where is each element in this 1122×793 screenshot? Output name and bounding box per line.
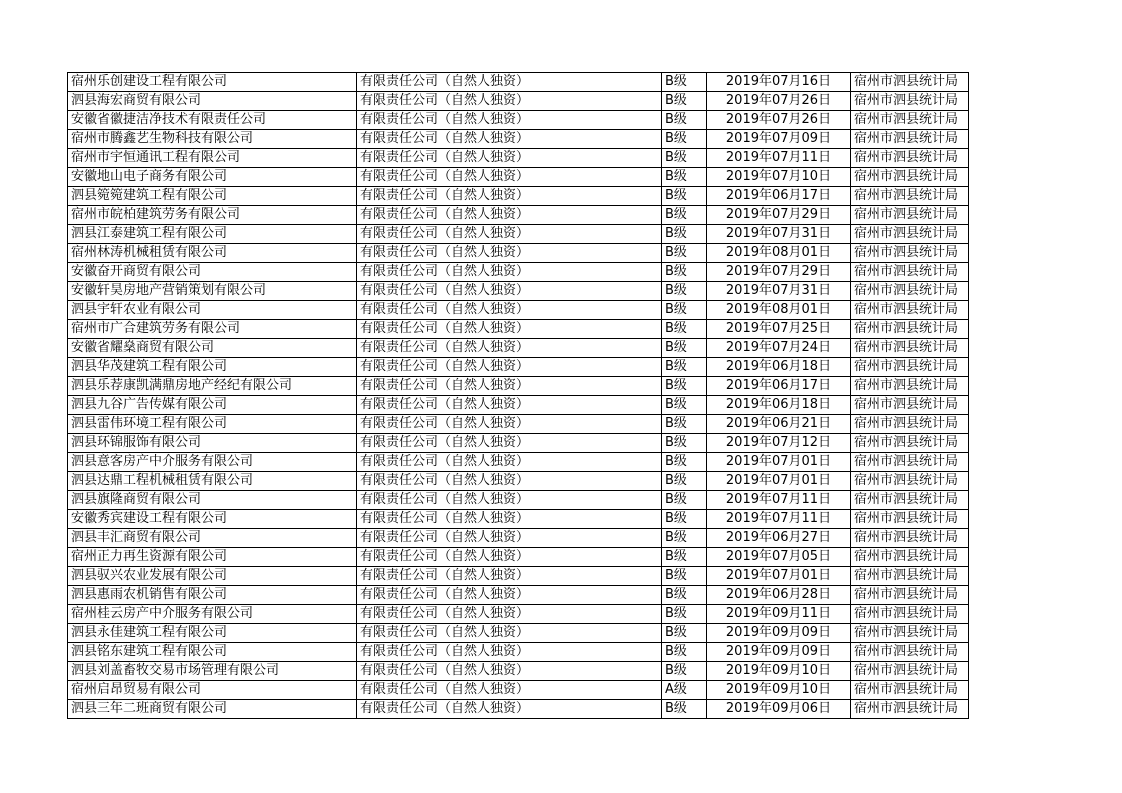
date-cell: 2019年06月18日 xyxy=(707,358,851,377)
date-cell: 2019年06月17日 xyxy=(707,377,851,396)
company-name-cell: 泗县环锦服饰有限公司 xyxy=(68,434,357,453)
company-type-cell: 有限责任公司（自然人独资） xyxy=(357,358,662,377)
table-row xyxy=(68,586,969,605)
company-type-cell: 有限责任公司（自然人独资） xyxy=(357,282,662,301)
date-cell: 2019年09月10日 xyxy=(707,681,851,700)
company-type-cell: 有限责任公司（自然人独资） xyxy=(357,339,662,358)
authority-cell: 宿州市泗县统计局 xyxy=(851,244,969,263)
credit-grade-cell: B级 xyxy=(662,73,707,92)
credit-grade-cell: B级 xyxy=(662,111,707,130)
authority-cell: 宿州市泗县统计局 xyxy=(851,111,969,130)
date-cell: 2019年07月01日 xyxy=(707,453,851,472)
credit-grade-cell: B级 xyxy=(662,662,707,681)
company-type-cell: 有限责任公司（自然人独资） xyxy=(357,453,662,472)
company-name-cell: 宿州市宇恒通讯工程有限公司 xyxy=(68,149,357,168)
table-row xyxy=(68,301,969,320)
date-cell: 2019年07月26日 xyxy=(707,92,851,111)
company-name-cell: 泗县刘盖畜牧交易市场管理有限公司 xyxy=(68,662,357,681)
company-name-cell: 宿州市皖柏建筑劳务有限公司 xyxy=(68,206,357,225)
credit-grade-cell: B级 xyxy=(662,149,707,168)
company-name-cell: 宿州正力再生资源有限公司 xyxy=(68,548,357,567)
company-name-cell: 安徽省耀燊商贸有限公司 xyxy=(68,339,357,358)
table-row xyxy=(68,225,969,244)
company-type-cell: 有限责任公司（自然人独资） xyxy=(357,681,662,700)
company-name-cell: 宿州启昂贸易有限公司 xyxy=(68,681,357,700)
company-name-cell: 泗县九谷广告传媒有限公司 xyxy=(68,396,357,415)
company-name-cell: 泗县旗隆商贸有限公司 xyxy=(68,491,357,510)
date-cell: 2019年06月21日 xyxy=(707,415,851,434)
company-name-cell: 宿州林涛机械租赁有限公司 xyxy=(68,244,357,263)
company-name-cell: 泗县海宏商贸有限公司 xyxy=(68,92,357,111)
date-cell: 2019年07月31日 xyxy=(707,225,851,244)
authority-cell: 宿州市泗县统计局 xyxy=(851,396,969,415)
credit-grade-cell: B级 xyxy=(662,567,707,586)
credit-grade-cell: B级 xyxy=(662,700,707,719)
company-type-cell: 有限责任公司（自然人独资） xyxy=(357,643,662,662)
table-row xyxy=(68,282,969,301)
credit-grade-cell: B级 xyxy=(662,320,707,339)
table-row xyxy=(68,244,969,263)
credit-grade-cell: B级 xyxy=(662,453,707,472)
table-row xyxy=(68,320,969,339)
company-type-cell: 有限责任公司（自然人独资） xyxy=(357,149,662,168)
company-name-cell: 泗县铭东建筑工程有限公司 xyxy=(68,643,357,662)
company-name-cell: 泗县意客房产中介服务有限公司 xyxy=(68,453,357,472)
authority-cell: 宿州市泗县统计局 xyxy=(851,472,969,491)
date-cell: 2019年07月24日 xyxy=(707,339,851,358)
company-name-cell: 泗县三年二班商贸有限公司 xyxy=(68,700,357,719)
company-type-cell: 有限责任公司（自然人独资） xyxy=(357,225,662,244)
company-type-cell: 有限责任公司（自然人独资） xyxy=(357,111,662,130)
authority-cell: 宿州市泗县统计局 xyxy=(851,149,969,168)
authority-cell: 宿州市泗县统计局 xyxy=(851,282,969,301)
credit-grade-cell: B级 xyxy=(662,415,707,434)
date-cell: 2019年09月11日 xyxy=(707,605,851,624)
company-name-cell: 安徽奋开商贸有限公司 xyxy=(68,263,357,282)
authority-cell: 宿州市泗县统计局 xyxy=(851,73,969,92)
credit-grade-cell: B级 xyxy=(662,377,707,396)
company-type-cell: 有限责任公司（自然人独资） xyxy=(357,415,662,434)
table-row xyxy=(68,548,969,567)
table-row xyxy=(68,149,969,168)
authority-cell: 宿州市泗县统计局 xyxy=(851,225,969,244)
table-row xyxy=(68,111,969,130)
credit-grade-cell: B级 xyxy=(662,187,707,206)
company-type-cell: 有限责任公司（自然人独资） xyxy=(357,73,662,92)
authority-cell: 宿州市泗县统计局 xyxy=(851,605,969,624)
authority-cell: 宿州市泗县统计局 xyxy=(851,491,969,510)
authority-cell: 宿州市泗县统计局 xyxy=(851,377,969,396)
company-type-cell: 有限责任公司（自然人独资） xyxy=(357,586,662,605)
table-row xyxy=(68,358,969,377)
date-cell: 2019年07月16日 xyxy=(707,73,851,92)
company-type-cell: 有限责任公司（自然人独资） xyxy=(357,130,662,149)
credit-grade-cell: B级 xyxy=(662,586,707,605)
authority-cell: 宿州市泗县统计局 xyxy=(851,358,969,377)
credit-grade-cell: B级 xyxy=(662,92,707,111)
company-type-cell: 有限责任公司（自然人独资） xyxy=(357,529,662,548)
credit-grade-cell: B级 xyxy=(662,301,707,320)
authority-cell: 宿州市泗县统计局 xyxy=(851,320,969,339)
date-cell: 2019年07月01日 xyxy=(707,472,851,491)
credit-grade-cell: B级 xyxy=(662,206,707,225)
company-type-cell: 有限责任公司（自然人独资） xyxy=(357,206,662,225)
date-cell: 2019年07月09日 xyxy=(707,130,851,149)
authority-cell: 宿州市泗县统计局 xyxy=(851,263,969,282)
company-name-cell: 泗县雷伟环境工程有限公司 xyxy=(68,415,357,434)
authority-cell: 宿州市泗县统计局 xyxy=(851,301,969,320)
date-cell: 2019年07月31日 xyxy=(707,282,851,301)
credit-grade-cell: B级 xyxy=(662,358,707,377)
credit-grade-cell: B级 xyxy=(662,339,707,358)
table-row xyxy=(68,168,969,187)
table-row xyxy=(68,263,969,282)
credit-grade-cell: B级 xyxy=(662,282,707,301)
table-row xyxy=(68,700,969,719)
company-type-cell: 有限责任公司（自然人独资） xyxy=(357,187,662,206)
company-name-cell: 泗县驭兴农业发展有限公司 xyxy=(68,567,357,586)
company-type-cell: 有限责任公司（自然人独资） xyxy=(357,491,662,510)
authority-cell: 宿州市泗县统计局 xyxy=(851,453,969,472)
company-type-cell: 有限责任公司（自然人独资） xyxy=(357,662,662,681)
company-name-cell: 安徽地山电子商务有限公司 xyxy=(68,168,357,187)
date-cell: 2019年07月12日 xyxy=(707,434,851,453)
date-cell: 2019年09月06日 xyxy=(707,700,851,719)
authority-cell: 宿州市泗县统计局 xyxy=(851,187,969,206)
table-row xyxy=(68,434,969,453)
company-name-cell: 泗县华茂建筑工程有限公司 xyxy=(68,358,357,377)
authority-cell: 宿州市泗县统计局 xyxy=(851,130,969,149)
date-cell: 2019年07月25日 xyxy=(707,320,851,339)
authority-cell: 宿州市泗县统计局 xyxy=(851,415,969,434)
authority-cell: 宿州市泗县统计局 xyxy=(851,92,969,111)
table-row xyxy=(68,206,969,225)
company-type-cell: 有限责任公司（自然人独资） xyxy=(357,396,662,415)
credit-grade-cell: B级 xyxy=(662,472,707,491)
table-row xyxy=(68,130,969,149)
credit-grade-cell: B级 xyxy=(662,168,707,187)
date-cell: 2019年06月27日 xyxy=(707,529,851,548)
authority-cell: 宿州市泗县统计局 xyxy=(851,681,969,700)
credit-grade-cell: B级 xyxy=(662,510,707,529)
credit-grade-cell: B级 xyxy=(662,605,707,624)
table-row xyxy=(68,624,969,643)
company-name-cell: 宿州市广合建筑劳务有限公司 xyxy=(68,320,357,339)
authority-cell: 宿州市泗县统计局 xyxy=(851,510,969,529)
authority-cell: 宿州市泗县统计局 xyxy=(851,567,969,586)
table-row xyxy=(68,339,969,358)
company-table xyxy=(67,72,969,719)
date-cell: 2019年06月28日 xyxy=(707,586,851,605)
authority-cell: 宿州市泗县统计局 xyxy=(851,206,969,225)
company-name-cell: 宿州市腾鑫艺生物科技有限公司 xyxy=(68,130,357,149)
date-cell: 2019年09月09日 xyxy=(707,643,851,662)
table-row xyxy=(68,415,969,434)
credit-grade-cell: B级 xyxy=(662,244,707,263)
table-row xyxy=(68,73,969,92)
company-type-cell: 有限责任公司（自然人独资） xyxy=(357,624,662,643)
company-name-cell: 泗县达鼎工程机械租赁有限公司 xyxy=(68,472,357,491)
table-row xyxy=(68,681,969,700)
table-row xyxy=(68,605,969,624)
date-cell: 2019年07月26日 xyxy=(707,111,851,130)
date-cell: 2019年07月29日 xyxy=(707,206,851,225)
company-type-cell: 有限责任公司（自然人独资） xyxy=(357,510,662,529)
company-name-cell: 安徽省徽捷洁净技术有限责任公司 xyxy=(68,111,357,130)
authority-cell: 宿州市泗县统计局 xyxy=(851,529,969,548)
table-row xyxy=(68,529,969,548)
table-row xyxy=(68,396,969,415)
credit-grade-cell: B级 xyxy=(662,491,707,510)
table-row xyxy=(68,92,969,111)
authority-cell: 宿州市泗县统计局 xyxy=(851,624,969,643)
company-type-cell: 有限责任公司（自然人独资） xyxy=(357,567,662,586)
credit-grade-cell: B级 xyxy=(662,548,707,567)
date-cell: 2019年08月01日 xyxy=(707,244,851,263)
date-cell: 2019年07月10日 xyxy=(707,168,851,187)
company-name-cell: 泗县惠雨农机销售有限公司 xyxy=(68,586,357,605)
company-name-cell: 泗县江泰建筑工程有限公司 xyxy=(68,225,357,244)
date-cell: 2019年07月11日 xyxy=(707,491,851,510)
authority-cell: 宿州市泗县统计局 xyxy=(851,586,969,605)
authority-cell: 宿州市泗县统计局 xyxy=(851,662,969,681)
company-type-cell: 有限责任公司（自然人独资） xyxy=(357,377,662,396)
authority-cell: 宿州市泗县统计局 xyxy=(851,548,969,567)
date-cell: 2019年06月17日 xyxy=(707,187,851,206)
table-row xyxy=(68,510,969,529)
credit-grade-cell: B级 xyxy=(662,263,707,282)
company-type-cell: 有限责任公司（自然人独资） xyxy=(357,434,662,453)
company-name-cell: 泗县箢箢建筑工程有限公司 xyxy=(68,187,357,206)
authority-cell: 宿州市泗县统计局 xyxy=(851,434,969,453)
table-row xyxy=(68,643,969,662)
table-body xyxy=(68,73,969,719)
company-name-cell: 泗县乐荐康凯满鼎房地产经纪有限公司 xyxy=(68,377,357,396)
authority-cell: 宿州市泗县统计局 xyxy=(851,700,969,719)
company-name-cell: 安徽秀宾建设工程有限公司 xyxy=(68,510,357,529)
date-cell: 2019年07月11日 xyxy=(707,510,851,529)
credit-grade-cell: B级 xyxy=(662,225,707,244)
credit-grade-cell: B级 xyxy=(662,130,707,149)
date-cell: 2019年07月29日 xyxy=(707,263,851,282)
date-cell: 2019年08月01日 xyxy=(707,301,851,320)
company-name-cell: 安徽轩昊房地产营销策划有限公司 xyxy=(68,282,357,301)
date-cell: 2019年06月18日 xyxy=(707,396,851,415)
company-type-cell: 有限责任公司（自然人独资） xyxy=(357,472,662,491)
credit-grade-cell: B级 xyxy=(662,643,707,662)
credit-grade-cell: B级 xyxy=(662,434,707,453)
company-type-cell: 有限责任公司（自然人独资） xyxy=(357,700,662,719)
date-cell: 2019年07月11日 xyxy=(707,149,851,168)
company-type-cell: 有限责任公司（自然人独资） xyxy=(357,168,662,187)
company-name-cell: 宿州乐创建设工程有限公司 xyxy=(68,73,357,92)
table-row xyxy=(68,187,969,206)
company-name-cell: 泗县宇轩农业有限公司 xyxy=(68,301,357,320)
table-row xyxy=(68,453,969,472)
credit-grade-cell: B级 xyxy=(662,529,707,548)
date-cell: 2019年09月09日 xyxy=(707,624,851,643)
date-cell: 2019年07月01日 xyxy=(707,567,851,586)
table-row xyxy=(68,472,969,491)
date-cell: 2019年07月05日 xyxy=(707,548,851,567)
company-type-cell: 有限责任公司（自然人独资） xyxy=(357,301,662,320)
company-type-cell: 有限责任公司（自然人独资） xyxy=(357,605,662,624)
company-type-cell: 有限责任公司（自然人独资） xyxy=(357,244,662,263)
authority-cell: 宿州市泗县统计局 xyxy=(851,168,969,187)
company-type-cell: 有限责任公司（自然人独资） xyxy=(357,320,662,339)
company-name-cell: 泗县永佳建筑工程有限公司 xyxy=(68,624,357,643)
company-name-cell: 宿州桂云房产中介服务有限公司 xyxy=(68,605,357,624)
table-row xyxy=(68,662,969,681)
company-type-cell: 有限责任公司（自然人独资） xyxy=(357,263,662,282)
table-row xyxy=(68,567,969,586)
credit-grade-cell: A级 xyxy=(662,681,707,700)
credit-grade-cell: B级 xyxy=(662,624,707,643)
table-row xyxy=(68,491,969,510)
company-type-cell: 有限责任公司（自然人独资） xyxy=(357,548,662,567)
authority-cell: 宿州市泗县统计局 xyxy=(851,643,969,662)
date-cell: 2019年09月10日 xyxy=(707,662,851,681)
company-name-cell: 泗县丰汇商贸有限公司 xyxy=(68,529,357,548)
authority-cell: 宿州市泗县统计局 xyxy=(851,339,969,358)
table-row xyxy=(68,377,969,396)
credit-grade-cell: B级 xyxy=(662,396,707,415)
company-type-cell: 有限责任公司（自然人独资） xyxy=(357,92,662,111)
